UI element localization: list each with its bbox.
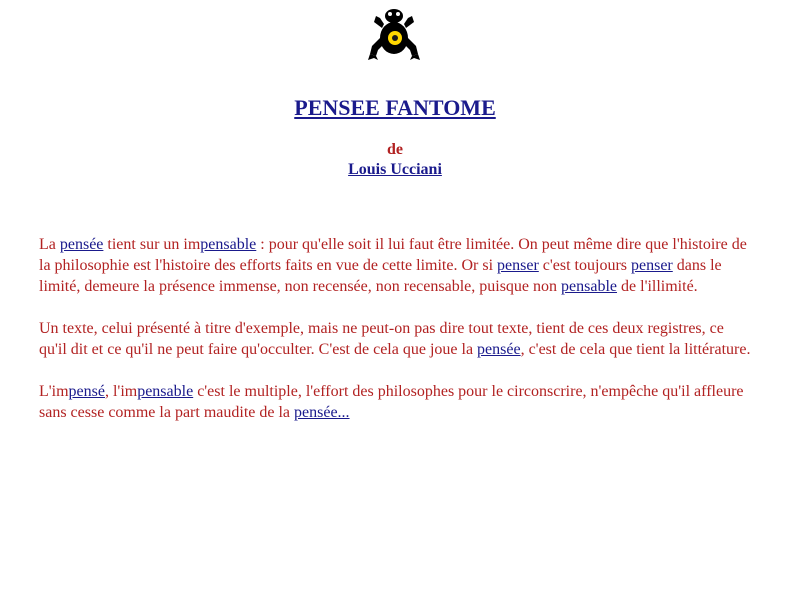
link-penser[interactable]: penser: [497, 257, 539, 274]
page-title: [0, 95, 790, 121]
link-pensee[interactable]: pensée: [59, 236, 104, 253]
text-fragment: c'est toujours: [538, 257, 631, 274]
link-pense[interactable]: pensé: [68, 383, 105, 400]
paragraph-1: [39, 234, 754, 297]
text-fragment: de l'illimité.: [617, 278, 698, 295]
text-fragment: : pour qu'elle soit il lui faut être limitée. On peut même dire que l'histoire de la philosophie est l'histoire des efforts faits en vue de cette limite. Or si: [39, 236, 747, 274]
text-fragment: L'im: [39, 383, 69, 400]
author: [0, 161, 790, 179]
text-fragment: , c'est de cela que tient la littérature.: [520, 341, 751, 358]
frog-logo-icon: [368, 6, 420, 62]
link-pensable[interactable]: pensable: [137, 383, 194, 400]
text-fragment: tient sur un im: [103, 236, 201, 253]
paragraph-2: [39, 318, 754, 360]
body-text: [39, 234, 754, 444]
author-link[interactable]: Louis Ucciani: [348, 161, 442, 178]
link-pensee-ellipsis[interactable]: pensée...: [294, 404, 350, 421]
title-link[interactable]: PENSEE FANTOME: [294, 95, 496, 120]
text-fragment: , l'im: [104, 383, 138, 400]
text-fragment: dans le limité, demeure la présence immense, non recensée, non recensable, puisque non: [39, 257, 722, 295]
link-penser[interactable]: penser: [631, 257, 673, 274]
link-pensable[interactable]: pensable: [200, 236, 257, 253]
text-fragment: Un texte, celui présenté à titre d'exemple, mais ne peut-on pas dire tout texte, tient de ces deux registres, ce qu'il dit et ce qu'il ne peut faire qu'occulter. C'est de cela que joue la: [39, 320, 724, 358]
text-fragment: c'est le multiple, l'effort des philosophes pour le circonscrire, n'empêche qu'il affleure sans cesse comme la part maudite de la: [39, 383, 744, 421]
link-pensable[interactable]: pensable: [561, 278, 618, 295]
text-fragment: La: [39, 236, 60, 253]
by-label: de: [387, 141, 403, 158]
paragraph-3: [39, 381, 754, 423]
link-pensee[interactable]: pensée: [477, 341, 521, 358]
